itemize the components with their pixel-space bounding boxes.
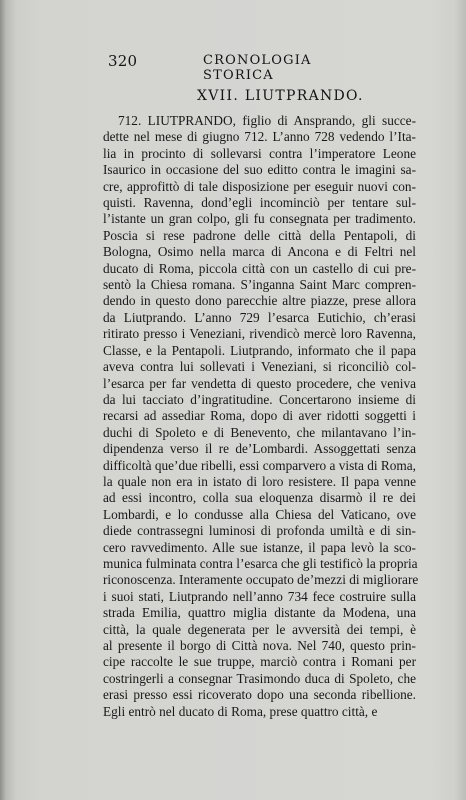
text-line: da Liutprando. L’anno 729 l’esarca Eutichio, ch’erasi [103,309,416,325]
text-line: dendo in questo dono parecchie altre piazze, prese allora [103,293,416,309]
text-line: cipe raccolte le sue truppe, marciò contra i Romani per [103,654,416,670]
text-line: Poscia si rese padrone delle città della Pentapoli, di [103,227,416,243]
text-line: Lombardi, e lo condusse alla Chiesa del Vaticano, ove [103,506,416,522]
text-line: dette nel mese di giugno 712. L’anno 728 vedendo l’Ita- [103,129,416,145]
section-title: XVII. LIUTPRANDO. [197,88,364,104]
text-line: cre, approfittò di tale disposizione per eseguir nuovi con- [103,178,416,194]
text-line: l’esarca per far vendetta di questo procedere, che veniva [103,375,416,391]
text-line: Bologna, Osimo nella marca di Ancona e di Feltri nel [103,244,416,260]
text-line: strada Emilia, quattro miglia distante da Modena, una [103,605,416,621]
body-text [103,113,419,720]
text-line: Egli entrò nel ducato di Roma, prese quattro città, e [103,703,378,719]
text-line: ritirato presso i Veneziani, rivendicò mercè loro Ravenna, [103,326,416,342]
text-line: da lui tacciato d’ingratitudine. Concertarono insieme di [103,391,416,407]
text-line: munica fulminata contra l’esarca che gli testificò la propria [103,555,418,571]
text-line: lia in procinto di sollevarsi contra l’imperatore Leone [103,145,416,161]
text-line: ducato di Roma, piccola città con un castello di cui pre- [103,260,416,276]
text-line: duchi di Spoleto e di Benevento, che milantavano l’in- [103,424,416,440]
text-line: recarsi ad assediar Roma, dopo di aver ridotti soggetti i [103,408,416,424]
text-line: quisti. Ravenna, dond’egli incominciò per tentare sul- [103,195,416,211]
running-head [108,52,358,83]
text-line: l’istante un gran colpo, gli fu consegnata per tradimento. [103,211,416,227]
running-title: CRONOLOGIA STORICA [203,53,312,83]
text-line: costringerli a consegnar Trasimondo duca di Spoleto, che [103,670,416,686]
text-line: difficoltà que’due ribelli, essi comparvero a vista di Roma, [103,457,416,473]
text-line: erasi presso essi ricoverato dopo una seconda ribellione. [103,687,416,703]
text-line: dipendenza verso il re de’Lombardi. Assoggettati senza [103,441,416,457]
text-line: 712. LIUTPRANDO, figlio di Ansprando, gli succe- [118,113,416,128]
text-line: la quale non era in istato di loro resistere. Il papa venne [103,473,416,489]
text-line: sentò la Chiesa romana. S’inganna Saint Marc compren- [103,277,416,293]
text-line: Isaurico in occasione del suo editto contra le imagini sa- [103,162,416,178]
text-line: cero ravvedimento. Alle sue istanze, il papa levò la sco- [103,539,416,555]
text-line: al presente il borgo di Città nova. Nel 740, questo prin- [103,638,416,653]
text-line: città, la quale degenerata per le avversità dei tempi, è [103,621,416,637]
text-line: i suoi stati, Liutprando nell’anno 734 fece costruire sulla [103,588,416,604]
text-line: ad essi incontro, colla sua eloquenza disarmò il re dei [103,490,416,506]
page-number: 320 [108,52,138,70]
text-line: Classe, e la Pentapoli. Liutprando, informato che il papa [103,342,416,358]
text-line: riconoscenza. Interamente occupato de’mezzi di migliorare [103,572,419,588]
text-line: diede contrassegni luminosi di profonda umiltà e di sin- [103,523,416,539]
text-line: aveva contra lui sollevati i Veneziani, si riconciliò col- [103,359,416,375]
